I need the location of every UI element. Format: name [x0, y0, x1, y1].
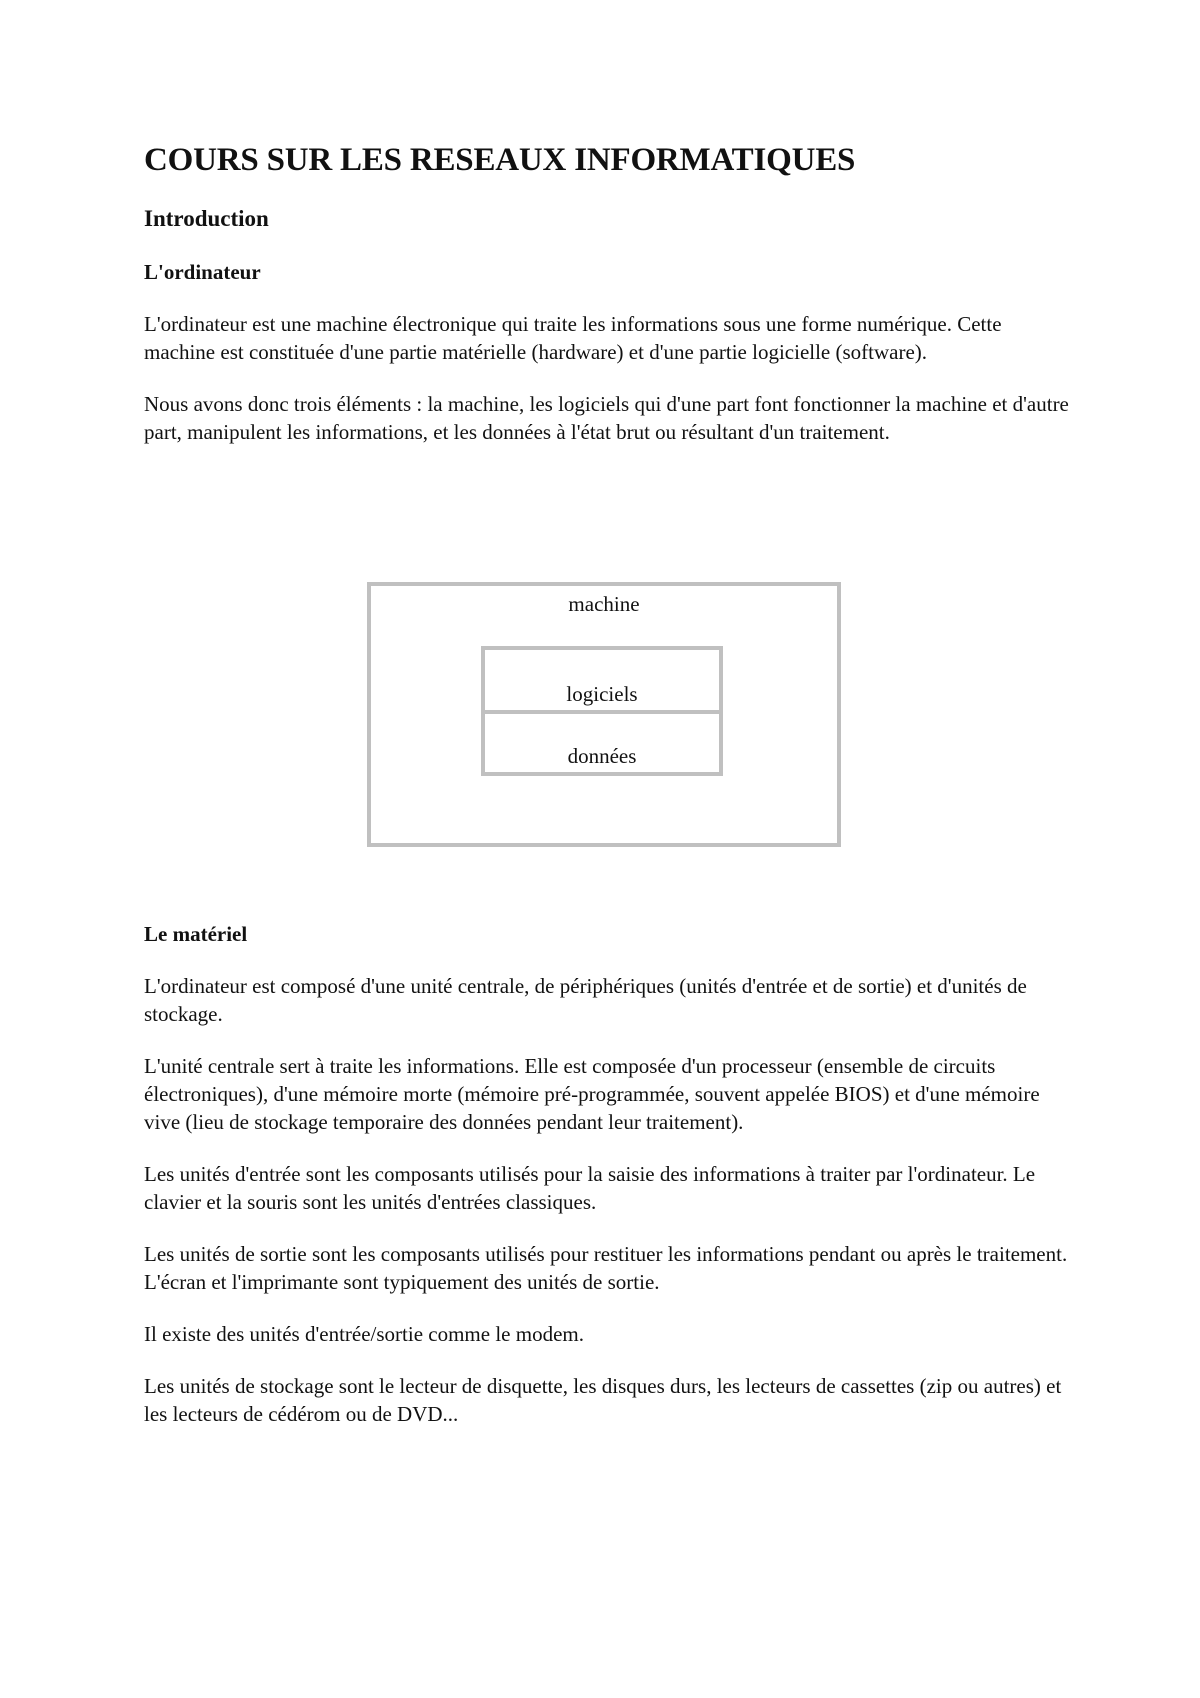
- machine-label: machine: [568, 592, 640, 616]
- subsection-heading-ordinateur: L'ordinateur: [144, 260, 261, 284]
- donnees-label: données: [567, 744, 637, 768]
- intro-section: [144, 140, 1074, 446]
- computer-structure-diagram: [367, 582, 841, 847]
- paragraph: L'ordinateur est composé d'une unité centrale, de périphériques (unités d'entrée et de sortie) et d'unités de stockage.: [144, 974, 1027, 1026]
- document-title: COURS SUR LES RESEAUX INFORMATIQUES: [144, 142, 856, 178]
- paragraph: Il existe des unités d'entrée/sortie comme le modem.: [144, 1322, 584, 1346]
- paragraph: L'ordinateur est une machine électronique qui traite les informations sous une forme numérique. Cette machine est constituée d'une partie matérielle (hardware) et d'une partie logicielle (software).: [144, 312, 1002, 364]
- logiciels-box: [481, 646, 723, 714]
- paragraph: L'unité centrale sert à traite les informations. Elle est composée d'un processeur (ensemble de circuits électroniques), d'une mémoire morte (mémoire pré-programmée, souvent appelée BIOS) et d'une mémoire vive (lieu de stockage temporaire des données pendant leur traitement).: [144, 1054, 1040, 1134]
- materiel-section: [144, 920, 1074, 1428]
- paragraph: Les unités de stockage sont le lecteur de disquette, les disques durs, les lecteurs de cassettes (zip ou autres) et les lecteurs de cédérom ou de DVD...: [144, 1374, 1062, 1426]
- section-heading-introduction: Introduction: [144, 206, 269, 231]
- paragraph: Les unités d'entrée sont les composants utilisés pour la saisie des informations à traiter par l'ordinateur. Le clavier et la souris sont les unités d'entrées classiques.: [144, 1162, 1036, 1214]
- paragraph: Les unités de sortie sont les composants utilisés pour restituer les informations pendant ou après le traitement. L'écran et l'imprimante sont typiquement des unités de sortie.: [144, 1242, 1068, 1294]
- paragraph: Nous avons donc trois éléments : la machine, les logiciels qui d'une part font fonctionner la machine et d'autre part, manipulent les informations, et les données à l'état brut ou résultant d'un traitement.: [144, 392, 1069, 444]
- donnees-box: [481, 710, 723, 776]
- subsection-heading-materiel: Le matériel: [144, 922, 248, 946]
- logiciels-label: logiciels: [566, 682, 638, 706]
